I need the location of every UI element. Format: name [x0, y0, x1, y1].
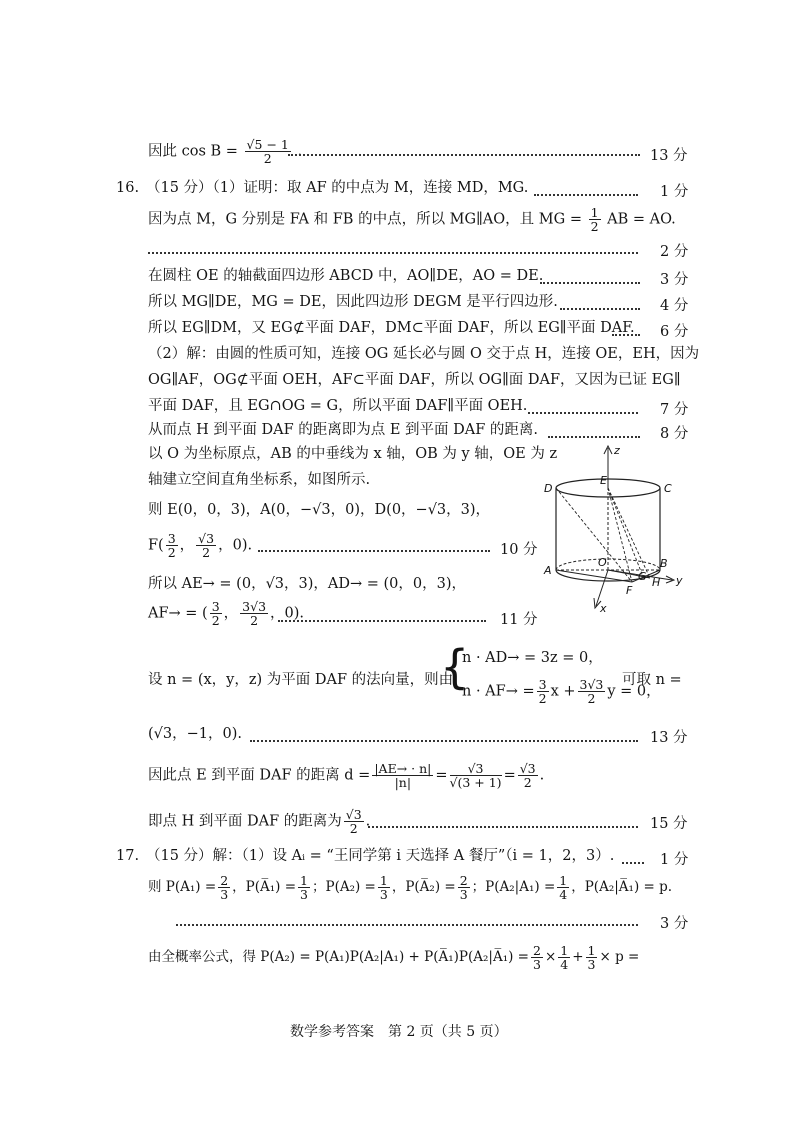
label-h: H: [652, 576, 661, 589]
fraction: $\frac{2}{3}$: [220, 873, 229, 903]
answer-line: (√3，−1，0).: [148, 726, 242, 742]
fraction: $\frac{3}{2}$: [538, 677, 547, 707]
text: ，P(A₂|A̅₁) = p.: [571, 879, 673, 896]
score: 3 分: [660, 272, 689, 288]
text: 则 P(A₁) =: [148, 879, 217, 896]
leader-dots: [622, 862, 644, 864]
fraction: $\frac{√3}{2}$: [519, 761, 536, 791]
text: ，: [179, 537, 195, 554]
label-b: B: [660, 557, 668, 570]
answer-line: 轴建立空间直角坐标系，如图所示.: [148, 472, 371, 488]
fraction: $\frac{3}{2}$: [167, 531, 176, 561]
equation-top: n · AD→ = 3z = 0，: [462, 650, 603, 666]
text: AF→ = (: [148, 605, 208, 622]
text: ；P(A₂|A₁) =: [471, 879, 556, 896]
problem-number: 17.: [116, 848, 140, 864]
text: .: [539, 767, 545, 784]
leader-dots: [278, 620, 486, 622]
answer-line: 所以 EG∥DM，又 EG⊄平面 DAF，DM⊂平面 DAF，所以 EG∥平面 DAF.: [148, 320, 635, 336]
label-d: D: [544, 482, 553, 495]
text: x +: [550, 683, 576, 700]
fraction: $\frac{√5 - 1}{2}$: [246, 137, 289, 167]
leader-dots: [148, 252, 638, 254]
text: F(: [148, 537, 164, 554]
label-g: G: [638, 570, 647, 583]
text: .: [365, 813, 371, 830]
label-y: y: [676, 574, 683, 587]
answer-line: 设 n = (x，y，z) 为平面 DAF 的法向量，则由: [148, 672, 454, 688]
fraction: $\frac{3√3}{2}$: [242, 599, 267, 629]
label-e: E: [600, 474, 607, 487]
fraction: $\frac{1}{3}$: [587, 943, 596, 973]
score: 15 分: [650, 816, 688, 832]
score: 11 分: [500, 612, 538, 628]
problem-number: 16.: [116, 180, 140, 196]
score: 1 分: [660, 184, 689, 200]
label-z: z: [614, 444, 620, 457]
answer-line: [148, 874, 672, 901]
fraction: $\frac{1}{3}$: [379, 873, 388, 903]
answer-line: [148, 138, 302, 165]
label-o: O: [598, 556, 607, 569]
answer-line: 从而点 H 到平面 DAF 的距离即为点 E 到平面 DAF 的距离.: [148, 422, 539, 438]
answer-line: （15 分）（1）证明：取 AF 的中点为 M，连接 MD，MG.: [146, 180, 529, 196]
answer-line: [148, 808, 370, 835]
text: ；P(A₂) =: [311, 879, 376, 896]
answer-line: [148, 532, 252, 559]
answer-line: 在圆柱 OE 的轴截面四边形 ABCD 中，AO∥DE，AO = DE.: [148, 268, 544, 284]
leader-dots: [288, 154, 640, 156]
text: +: [572, 949, 584, 966]
fraction: $\frac{|AE\to \cdot n|}{|n|}$: [374, 761, 432, 791]
leader-dots: [176, 924, 638, 926]
seg-eh: [608, 488, 650, 578]
text: × p =: [599, 949, 640, 966]
leader-dots: [612, 334, 640, 336]
text: ，: [223, 605, 239, 622]
fraction: $\frac{2}{3}$: [533, 943, 541, 973]
fraction: $\frac{√3}{2}$: [198, 531, 215, 561]
score: 10 分: [500, 542, 538, 558]
fraction: $\frac{1}{4}$: [560, 943, 569, 973]
label-f: F: [626, 584, 633, 597]
score: 1 分: [660, 852, 689, 868]
text: 即点 H 到平面 DAF 的距离为: [148, 813, 342, 830]
score: 7 分: [660, 402, 689, 418]
text: 因此点 E 到平面 DAF 的距离 d =: [148, 767, 371, 784]
text: 因此 cos B =: [148, 143, 238, 160]
text: y = 0，: [607, 683, 661, 700]
score: 6 分: [660, 324, 689, 340]
text: ，0).: [218, 537, 253, 554]
seg-eg: [608, 488, 642, 574]
text: AB = AO.: [607, 211, 676, 228]
answer-line: 平面 DAF，且 EG∩OG = G，所以平面 DAF∥平面 OEH.: [148, 398, 528, 414]
leader-dots: [528, 412, 638, 414]
text: 因为点 M，G 分别是 FA 和 FB 的中点，所以 MG∥AO，且 MG =: [148, 211, 582, 228]
label-a: A: [544, 564, 552, 577]
cylinder-figure: [538, 440, 688, 620]
fraction: $\frac{√3}{√(3 + 1)}$: [449, 761, 502, 791]
answer-line: 以 O 为坐标原点，AB 的中垂线为 x 轴，OB 为 y 轴，OE 为 z: [148, 446, 558, 462]
answer-line: [148, 206, 676, 233]
fraction: $\frac{1}{4}$: [559, 873, 568, 903]
score: 4 分: [660, 298, 689, 314]
text: .: [297, 143, 303, 160]
fraction: $\frac{1}{3}$: [300, 873, 308, 903]
fraction: $\frac{1}{2}$: [590, 205, 599, 235]
leader-dots: [250, 740, 638, 742]
score: 3 分: [660, 916, 689, 932]
label-x: x: [600, 602, 607, 615]
seg-df: [556, 488, 632, 582]
label-c: C: [664, 482, 672, 495]
fraction: $\frac{2}{3}$: [459, 873, 468, 903]
brace: {: [440, 640, 470, 694]
answer-line: （15 分）解：（1）设 Aᵢ = “王同学第 i 天选择 A 餐厅”（i = 1，2，3）.: [146, 848, 615, 864]
fraction: $\frac{3}{2}$: [211, 599, 220, 629]
text: =: [435, 767, 448, 784]
answer-line: [148, 762, 544, 789]
leader-dots: [368, 826, 638, 828]
answer-line: 可取 n =: [622, 672, 682, 688]
answer-line: 所以 AE→ = (0，√3，3)，AD→ = (0，0，3)，: [148, 576, 467, 592]
seg-ef: [608, 488, 632, 582]
score: 8 分: [660, 426, 689, 442]
text: =: [503, 767, 516, 784]
answer-line: [148, 600, 304, 627]
answer-line: 所以 MG∥DE，MG = DE，因此四边形 DEGM 是平行四边形.: [148, 294, 558, 310]
answer-line: OG∥AF，OG⊄平面 OEH，AF⊂平面 DAF，所以 OG∥面 DAF，又因为已证 EG∥: [148, 372, 681, 388]
text: ，P(A̅₁) =: [232, 879, 297, 896]
text: ×: [544, 949, 557, 966]
leader-dots: [560, 308, 640, 310]
fraction: $\frac{√3}{2}$: [345, 807, 362, 837]
leader-dots: [540, 282, 640, 284]
leader-dots: [548, 436, 640, 438]
score: 13 分: [650, 148, 688, 164]
score: 13 分: [650, 730, 688, 746]
fraction: $\frac{3√3}{2}$: [579, 677, 604, 707]
page-footer: 数学参考答案 第 2 页（共 5 页）: [290, 1024, 508, 1040]
score: 2 分: [660, 244, 689, 260]
text: n · AF→ =: [462, 683, 535, 700]
leader-dots: [534, 194, 638, 196]
x-axis: [596, 570, 608, 606]
text: ，P(A̅₂) =: [391, 879, 456, 896]
text: 由全概率公式，得 P(A₂) = P(A₁)P(A₂|A₁) + P(A̅₁)P(A₂|A̅₁) =: [148, 949, 529, 966]
leader-dots: [258, 550, 490, 552]
answer-line: 则 E(0，0，3)，A(0，−√3，0)，D(0，−√3，3)，: [148, 502, 491, 518]
text: ，0).: [270, 605, 305, 622]
answer-line: （2）解：由圆的性质可知，连接 OG 延长必与圆 O 交于点 H，连接 OE，EH，因为: [148, 346, 700, 362]
answer-line: [148, 944, 639, 971]
